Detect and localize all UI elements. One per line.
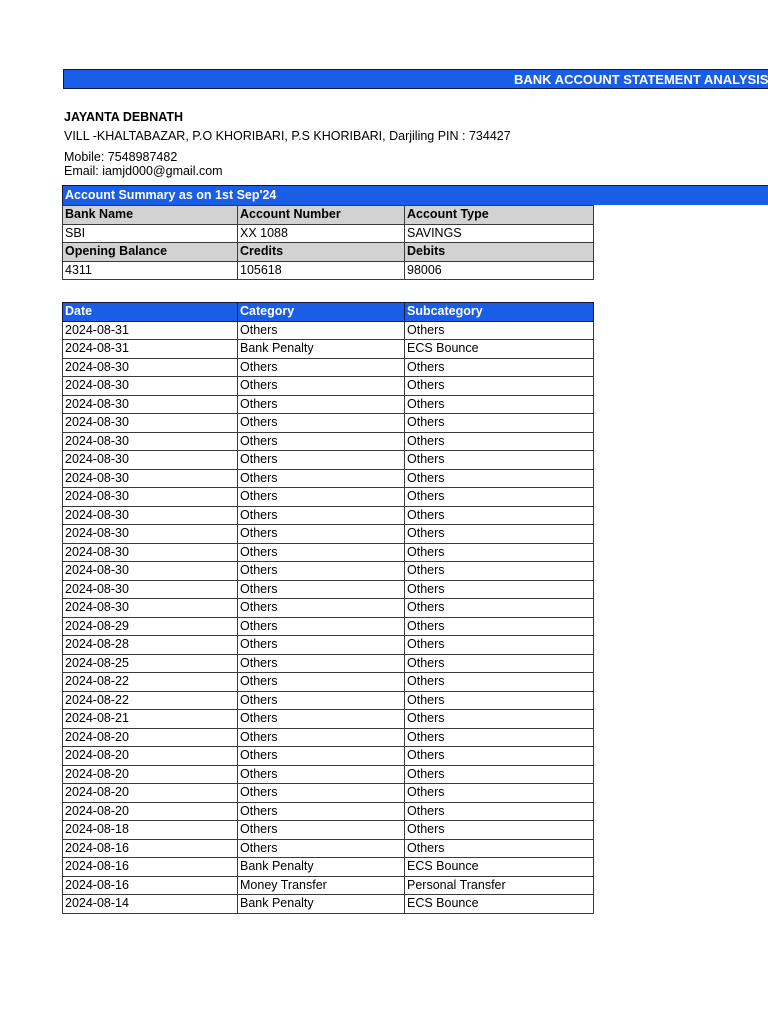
date-cell: 2024-08-16: [63, 876, 238, 895]
table-row: [63, 858, 594, 877]
report-title: BANK ACCOUNT STATEMENT ANALYSIS: [514, 72, 768, 87]
column-header-category: Category: [238, 303, 405, 322]
date-cell: 2024-08-14: [63, 895, 238, 914]
table-row: [63, 451, 594, 470]
table-row: [63, 562, 594, 581]
category-cell: Others: [238, 728, 405, 747]
date-cell: 2024-08-31: [63, 321, 238, 340]
category-cell: Others: [238, 654, 405, 673]
table-row: [63, 654, 594, 673]
category-cell: Others: [238, 506, 405, 525]
date-cell: 2024-08-30: [63, 358, 238, 377]
table-row: [63, 673, 594, 692]
date-cell: 2024-08-30: [63, 414, 238, 433]
transactions-body: [63, 321, 594, 913]
category-cell: Others: [238, 617, 405, 636]
category-cell: Others: [238, 747, 405, 766]
account-number-value: XX 1088: [238, 224, 405, 243]
debits-label: Debits: [405, 243, 594, 262]
subcategory-cell: Others: [405, 377, 594, 396]
subcategory-cell: Others: [405, 802, 594, 821]
subcategory-cell: Others: [405, 543, 594, 562]
subcategory-cell: Others: [405, 710, 594, 729]
table-row: [63, 340, 594, 359]
subcategory-cell: Others: [405, 821, 594, 840]
table-row: [63, 895, 594, 914]
subcategory-cell: Others: [405, 488, 594, 507]
table-row: [63, 821, 594, 840]
table-row: [63, 802, 594, 821]
category-cell: Others: [238, 543, 405, 562]
column-header-subcategory: Subcategory: [405, 303, 594, 322]
category-cell: Others: [238, 451, 405, 470]
category-cell: Others: [238, 395, 405, 414]
date-cell: 2024-08-16: [63, 839, 238, 858]
table-row: [63, 358, 594, 377]
table-row: [63, 599, 594, 618]
account-holder-email: Email: iamjd000@gmail.com: [64, 164, 223, 178]
account-type-value: SAVINGS: [405, 224, 594, 243]
subcategory-cell: Others: [405, 654, 594, 673]
table-row: [63, 617, 594, 636]
table-row: [63, 784, 594, 803]
category-cell: Others: [238, 599, 405, 618]
category-cell: Others: [238, 636, 405, 655]
subcategory-cell: Others: [405, 321, 594, 340]
table-row: [63, 691, 594, 710]
transactions-header-row: [63, 303, 594, 322]
subcategory-cell: Others: [405, 562, 594, 581]
category-cell: Others: [238, 710, 405, 729]
date-cell: 2024-08-16: [63, 858, 238, 877]
category-cell: Others: [238, 488, 405, 507]
date-cell: 2024-08-30: [63, 506, 238, 525]
category-cell: Others: [238, 784, 405, 803]
subcategory-cell: ECS Bounce: [405, 340, 594, 359]
category-cell: Others: [238, 525, 405, 544]
account-number-label: Account Number: [238, 206, 405, 225]
date-cell: 2024-08-30: [63, 469, 238, 488]
category-cell: Others: [238, 321, 405, 340]
date-cell: 2024-08-31: [63, 340, 238, 359]
account-summary-table: [62, 205, 594, 280]
category-cell: Others: [238, 358, 405, 377]
subcategory-cell: ECS Bounce: [405, 858, 594, 877]
category-cell: Others: [238, 562, 405, 581]
table-row: [63, 580, 594, 599]
subcategory-cell: Others: [405, 395, 594, 414]
table-row: [63, 506, 594, 525]
table-row: [63, 432, 594, 451]
subcategory-cell: Others: [405, 765, 594, 784]
category-cell: Others: [238, 691, 405, 710]
report-title-bar: [63, 69, 768, 89]
table-row: [63, 636, 594, 655]
date-cell: 2024-08-20: [63, 765, 238, 784]
account-summary-heading-text: Account Summary as on 1st Sep'24: [65, 188, 277, 202]
account-holder-mobile: Mobile: 7548987482: [64, 150, 178, 164]
category-cell: Others: [238, 839, 405, 858]
subcategory-cell: Others: [405, 728, 594, 747]
category-cell: Others: [238, 821, 405, 840]
subcategory-cell: Others: [405, 673, 594, 692]
bank-name-label: Bank Name: [63, 206, 238, 225]
date-cell: 2024-08-30: [63, 451, 238, 470]
category-cell: Others: [238, 377, 405, 396]
subcategory-cell: Others: [405, 506, 594, 525]
table-row: [63, 710, 594, 729]
date-cell: 2024-08-30: [63, 432, 238, 451]
subcategory-cell: Others: [405, 691, 594, 710]
subcategory-cell: Others: [405, 636, 594, 655]
subcategory-cell: Others: [405, 451, 594, 470]
category-cell: Others: [238, 580, 405, 599]
account-holder-address: VILL -KHALTABAZAR, P.O KHORIBARI, P.S KHORIBARI, Darjiling PIN : 734427: [64, 129, 511, 143]
date-cell: 2024-08-30: [63, 562, 238, 581]
date-cell: 2024-08-30: [63, 525, 238, 544]
subcategory-cell: Others: [405, 432, 594, 451]
subcategory-cell: Others: [405, 358, 594, 377]
date-cell: 2024-08-22: [63, 691, 238, 710]
summary-label-row: [63, 206, 594, 225]
table-row: [63, 414, 594, 433]
subcategory-cell: Others: [405, 525, 594, 544]
date-cell: 2024-08-20: [63, 802, 238, 821]
table-row: [63, 543, 594, 562]
date-cell: 2024-08-22: [63, 673, 238, 692]
table-row: [63, 321, 594, 340]
table-row: [63, 839, 594, 858]
summary-value-row: [63, 224, 594, 243]
category-cell: Others: [238, 673, 405, 692]
credits-value: 105618: [238, 261, 405, 280]
subcategory-cell: Others: [405, 784, 594, 803]
date-cell: 2024-08-20: [63, 747, 238, 766]
category-cell: Money Transfer: [238, 876, 405, 895]
account-holder-name: JAYANTA DEBNATH: [64, 110, 184, 124]
date-cell: 2024-08-30: [63, 377, 238, 396]
subcategory-cell: Others: [405, 747, 594, 766]
date-cell: 2024-08-30: [63, 599, 238, 618]
account-summary-heading: [62, 185, 768, 205]
category-cell: Others: [238, 802, 405, 821]
date-cell: 2024-08-30: [63, 580, 238, 599]
table-row: [63, 377, 594, 396]
date-cell: 2024-08-25: [63, 654, 238, 673]
date-cell: 2024-08-30: [63, 488, 238, 507]
date-cell: 2024-08-20: [63, 728, 238, 747]
subcategory-cell: Others: [405, 414, 594, 433]
date-cell: 2024-08-30: [63, 395, 238, 414]
subcategory-cell: Others: [405, 580, 594, 599]
opening-balance-value: 4311: [63, 261, 238, 280]
table-row: [63, 469, 594, 488]
category-cell: Bank Penalty: [238, 340, 405, 359]
subcategory-cell: Personal Transfer: [405, 876, 594, 895]
account-type-label: Account Type: [405, 206, 594, 225]
table-row: [63, 876, 594, 895]
table-row: [63, 525, 594, 544]
date-cell: 2024-08-18: [63, 821, 238, 840]
table-row: [63, 747, 594, 766]
bank-name-value: SBI: [63, 224, 238, 243]
table-row: [63, 395, 594, 414]
subcategory-cell: ECS Bounce: [405, 895, 594, 914]
subcategory-cell: Others: [405, 469, 594, 488]
subcategory-cell: Others: [405, 599, 594, 618]
debits-value: 98006: [405, 261, 594, 280]
opening-balance-label: Opening Balance: [63, 243, 238, 262]
subcategory-cell: Others: [405, 839, 594, 858]
category-cell: Bank Penalty: [238, 858, 405, 877]
date-cell: 2024-08-20: [63, 784, 238, 803]
category-cell: Others: [238, 469, 405, 488]
category-cell: Others: [238, 414, 405, 433]
summary-value-row: [63, 261, 594, 280]
column-header-date: Date: [63, 303, 238, 322]
date-cell: 2024-08-29: [63, 617, 238, 636]
credits-label: Credits: [238, 243, 405, 262]
category-cell: Others: [238, 765, 405, 784]
date-cell: 2024-08-30: [63, 543, 238, 562]
transactions-table: [62, 302, 594, 914]
date-cell: 2024-08-28: [63, 636, 238, 655]
subcategory-cell: Others: [405, 617, 594, 636]
table-row: [63, 488, 594, 507]
table-row: [63, 728, 594, 747]
date-cell: 2024-08-21: [63, 710, 238, 729]
summary-label-row: [63, 243, 594, 262]
category-cell: Others: [238, 432, 405, 451]
category-cell: Bank Penalty: [238, 895, 405, 914]
table-row: [63, 765, 594, 784]
